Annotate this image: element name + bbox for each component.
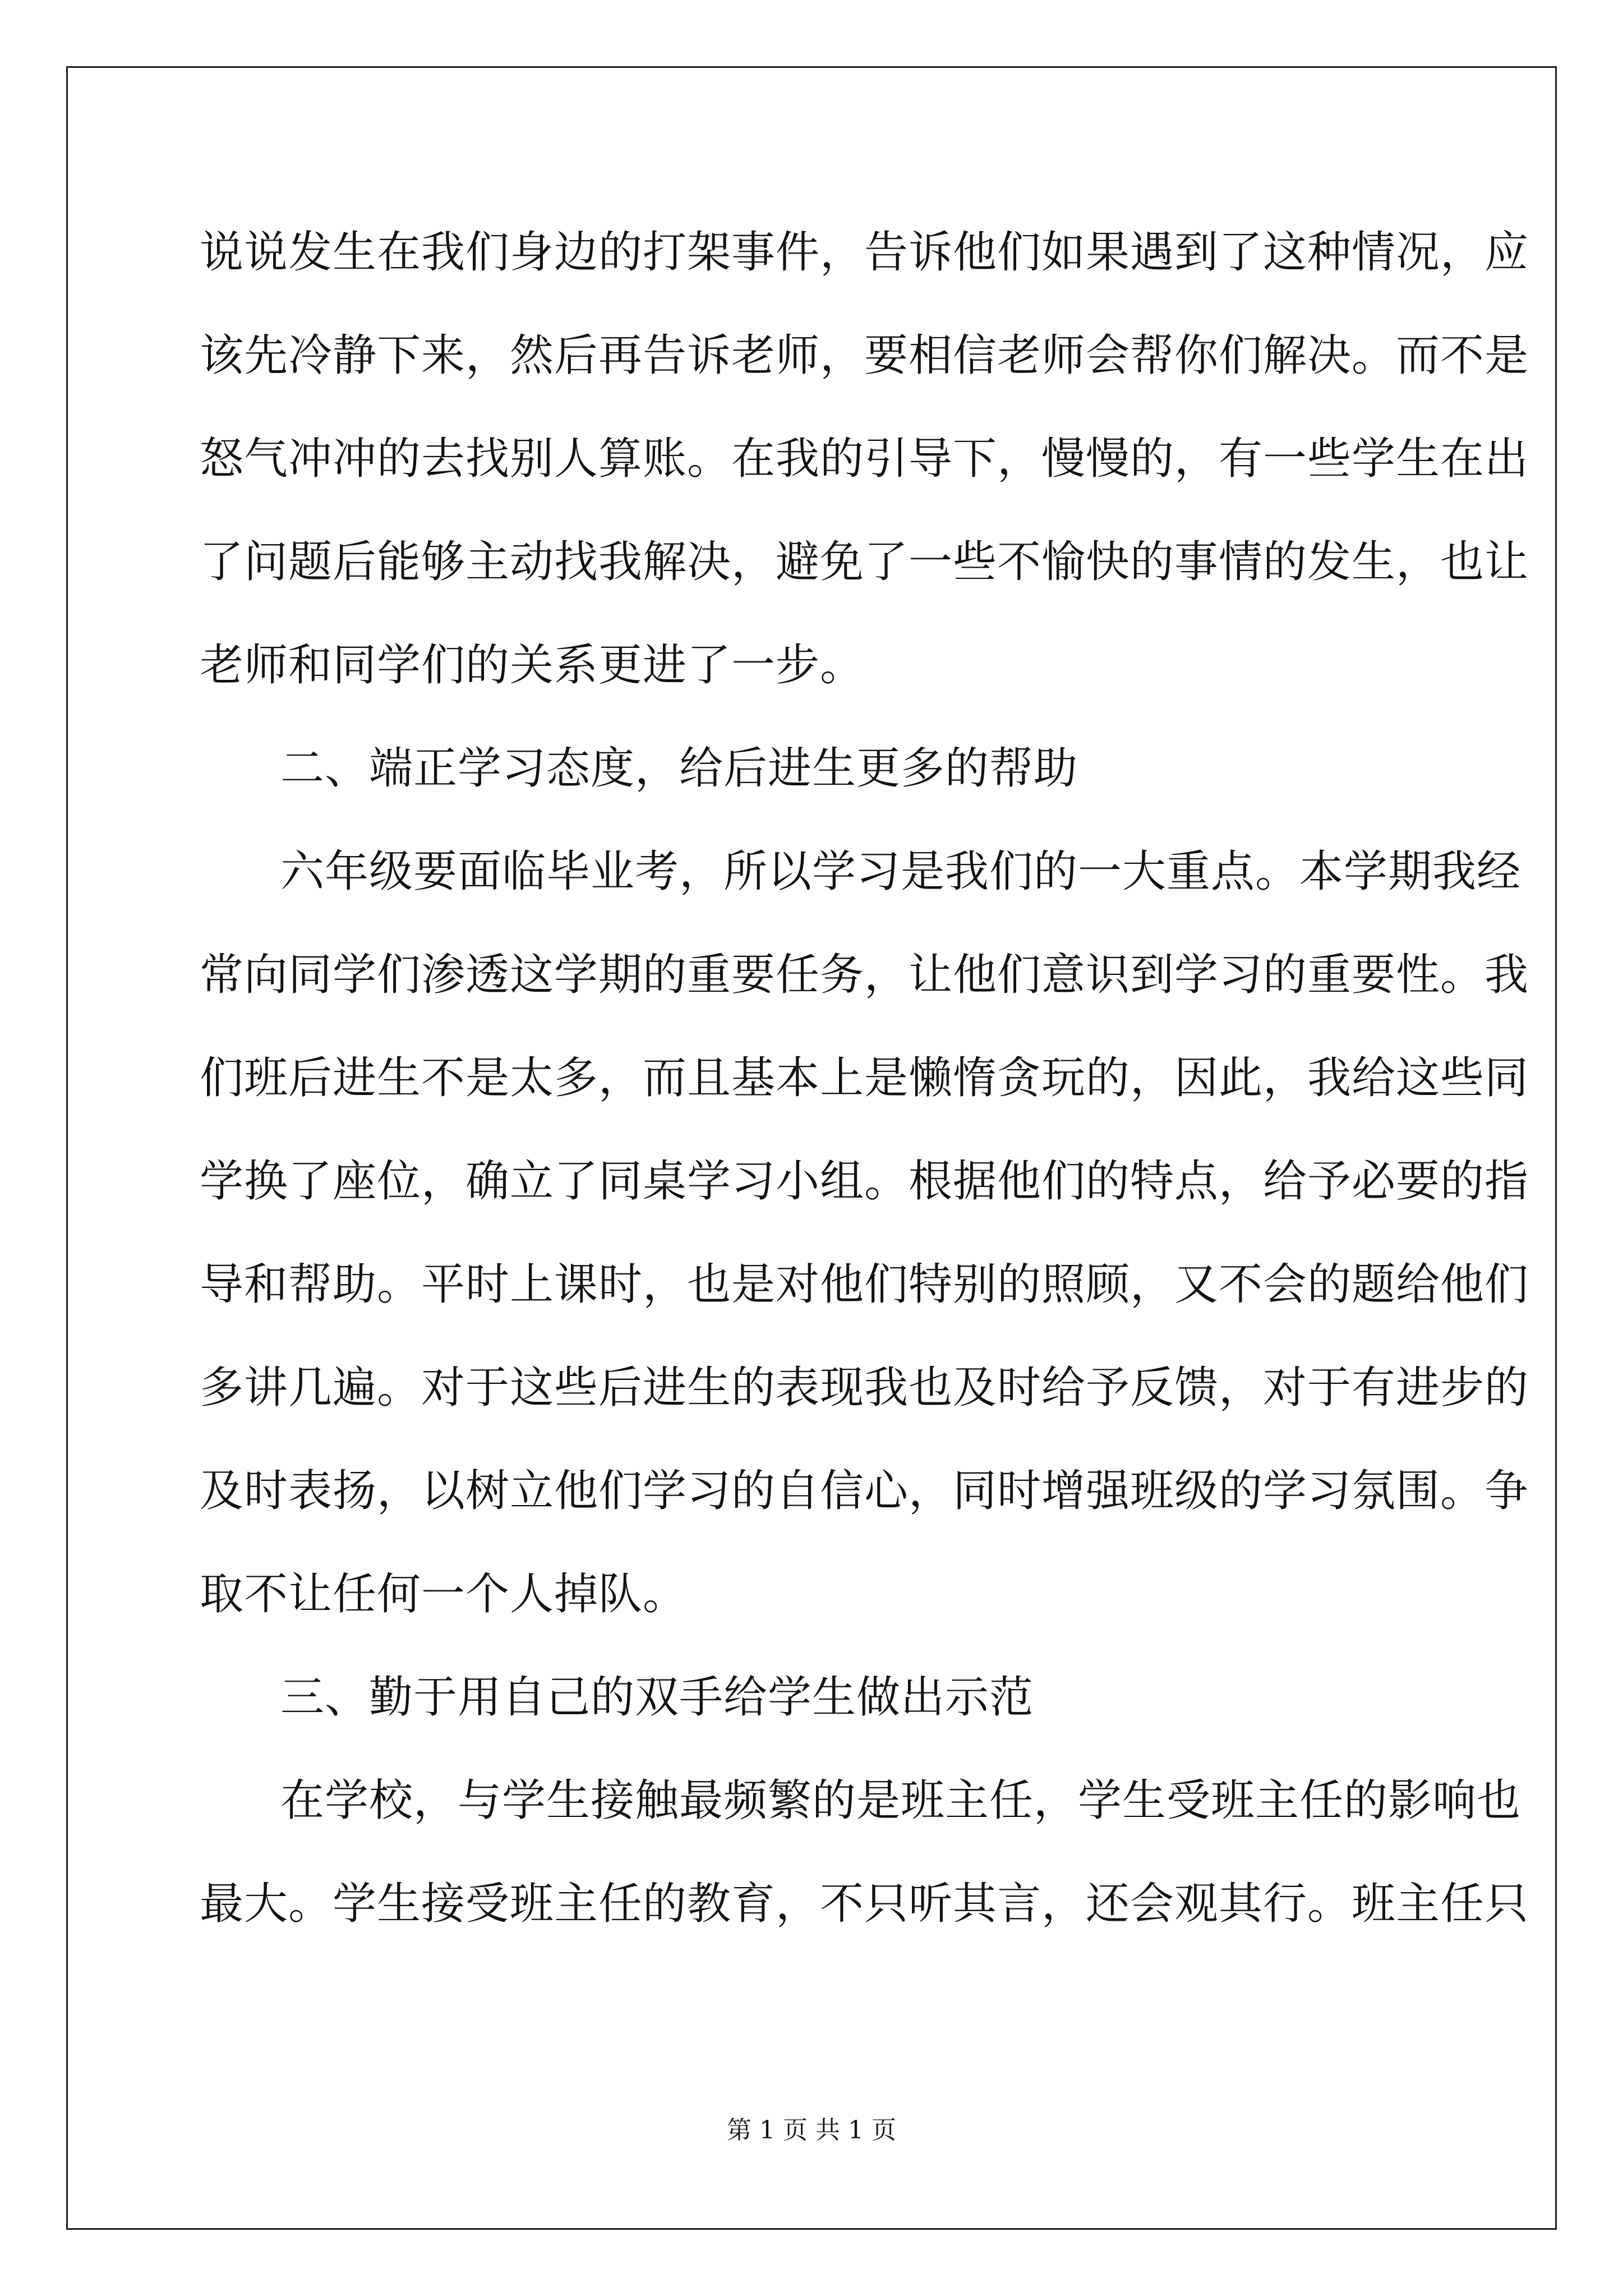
text-line: 在学校，与学生接触最频繁的是班主任，学生受班主任的影响也	[280, 1775, 1521, 1826]
text-line: 该先冷静下来，然后再告诉老师，要相信老师会帮你们解决。而不是	[200, 330, 1529, 381]
text-line: 导和帮助。平时上课时，也是对他们特别的照顾，又不会的题给他们	[200, 1259, 1529, 1310]
text-line: 学换了座位，确立了同桌学习小组。根据他们的特点，给予必要的指	[200, 1156, 1529, 1207]
text-line: 们班后进生不是太多，而且基本上是懒惰贪玩的，因此，我给这些同	[200, 1053, 1529, 1103]
section-heading: 三、勤于用自己的双手给学生做出示范	[280, 1672, 1034, 1723]
text-line: 怒气冲冲的去找别人算账。在我的引导下，慢慢的，有一些学生在出	[200, 434, 1529, 484]
page-footer: 第 1 页 共 1 页	[727, 2116, 896, 2145]
text-line: 六年级要面临毕业考，所以学习是我们的一大重点。本学期我经	[280, 846, 1521, 897]
text-line: 及时表扬，以树立他们学习的自信心，同时增强班级的学习氛围。争	[200, 1466, 1529, 1516]
text-line: 老师和同学们的关系更进了一步。	[200, 640, 865, 691]
text-line: 多讲几遍。对于这些后进生的表现我也及时给予反馈，对于有进步的	[200, 1363, 1529, 1413]
section-heading: 二、端正学习态度，给后进生更多的帮助	[280, 743, 1078, 794]
text-line: 了问题后能够主动找我解决，避免了一些不愉快的事情的发生，也让	[200, 537, 1529, 587]
document-body	[200, 201, 1529, 1955]
text-line: 说说发生在我们身边的打架事件，告诉他们如果遇到了这种情况，应	[200, 227, 1529, 278]
text-line: 最大。学生接受班主任的教育，不只听其言，还会观其行。班主任只	[200, 1879, 1529, 1929]
text-line: 常向同学们渗透这学期的重要任务，让他们意识到学习的重要性。我	[200, 950, 1529, 1000]
text-line: 取不让任何一个人掉队。	[200, 1569, 688, 1619]
